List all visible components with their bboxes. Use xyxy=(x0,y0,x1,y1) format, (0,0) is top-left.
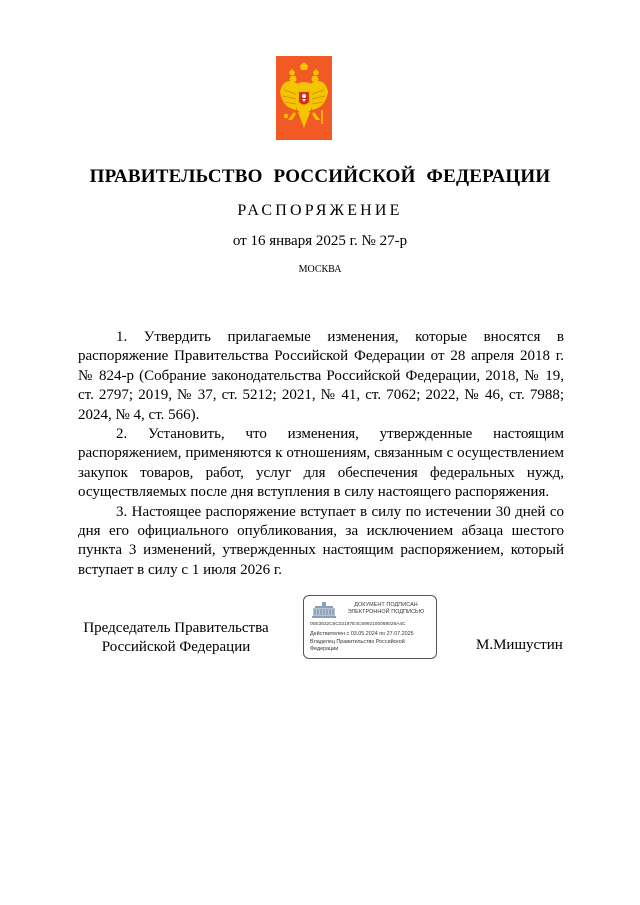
document-date-number: от 16 января 2025 г. № 27-р xyxy=(232,233,408,249)
coat-of-arms-emblem xyxy=(276,56,332,140)
government-building-icon xyxy=(311,601,337,619)
stamp-owner: Владелец Правительство Российской Федерации xyxy=(310,639,405,652)
double-headed-eagle-icon xyxy=(276,56,332,140)
signatory-position-line-1: Председатель Правительства xyxy=(83,620,269,636)
stamp-heading-line-1: ДОКУМЕНТ ПОДПИСАН xyxy=(354,602,418,608)
stamp-heading-line-2: ЭЛЕКТРОННОЙ ПОДПИСЬЮ xyxy=(347,609,425,615)
paragraph-2: 2. Установить, что изменения, утвержденные настоящим распоряжением, применяются к отношениям, связанным с осуществлением закупок товаров, работ, услуг для обеспечения федеральных нужд, осуществляемых после дня вступления в силу настоящего распоряжения. xyxy=(78,426,564,501)
signatory-name: М.Мишустин xyxy=(476,637,563,653)
stamp-heading xyxy=(340,602,432,616)
government-title: ПРАВИТЕЛЬСТВО РОССИЙСКОЙ ФЕДЕРАЦИИ xyxy=(89,166,551,187)
stamp-validity: Действителен с 03.05.2024 по 27.07.2025 xyxy=(310,631,414,637)
document-type: РАСПОРЯЖЕНИЕ xyxy=(237,202,403,219)
paragraph-1: 1. Утвердить прилагаемые изменения, которые вносятся в распоряжение Правительства Российской Федерации от 28 апреля 2018 г. № 824-р (Собрание законодательства Российской Федерации, 2018, № 19, ст. 2797; 2019, № 37, ст. 5212; 2021, № 41, ст. 7062; 2022, № 46, ст. 7988; 2024, № 4, ст. 566). xyxy=(78,329,564,423)
electronic-signature-stamp xyxy=(303,595,437,659)
paragraph-3: 3. Настоящее распоряжение вступает в силу по истечении 30 дней со дня его официального опубликования, за исключением абзаца шестого пункта 3 изменений, утвержденных настоящим распоряжением, который вступает в силу с 1 июля 2026 г. xyxy=(78,503,564,578)
stamp-certificate-number: 00E3632C6C02197E4C6992100069028A4C xyxy=(310,622,406,627)
signatory-position xyxy=(64,619,288,657)
signatory-position-line-2: Российской Федерации xyxy=(101,639,251,655)
document-body xyxy=(78,328,564,580)
document-city: МОСКВА xyxy=(298,264,342,275)
